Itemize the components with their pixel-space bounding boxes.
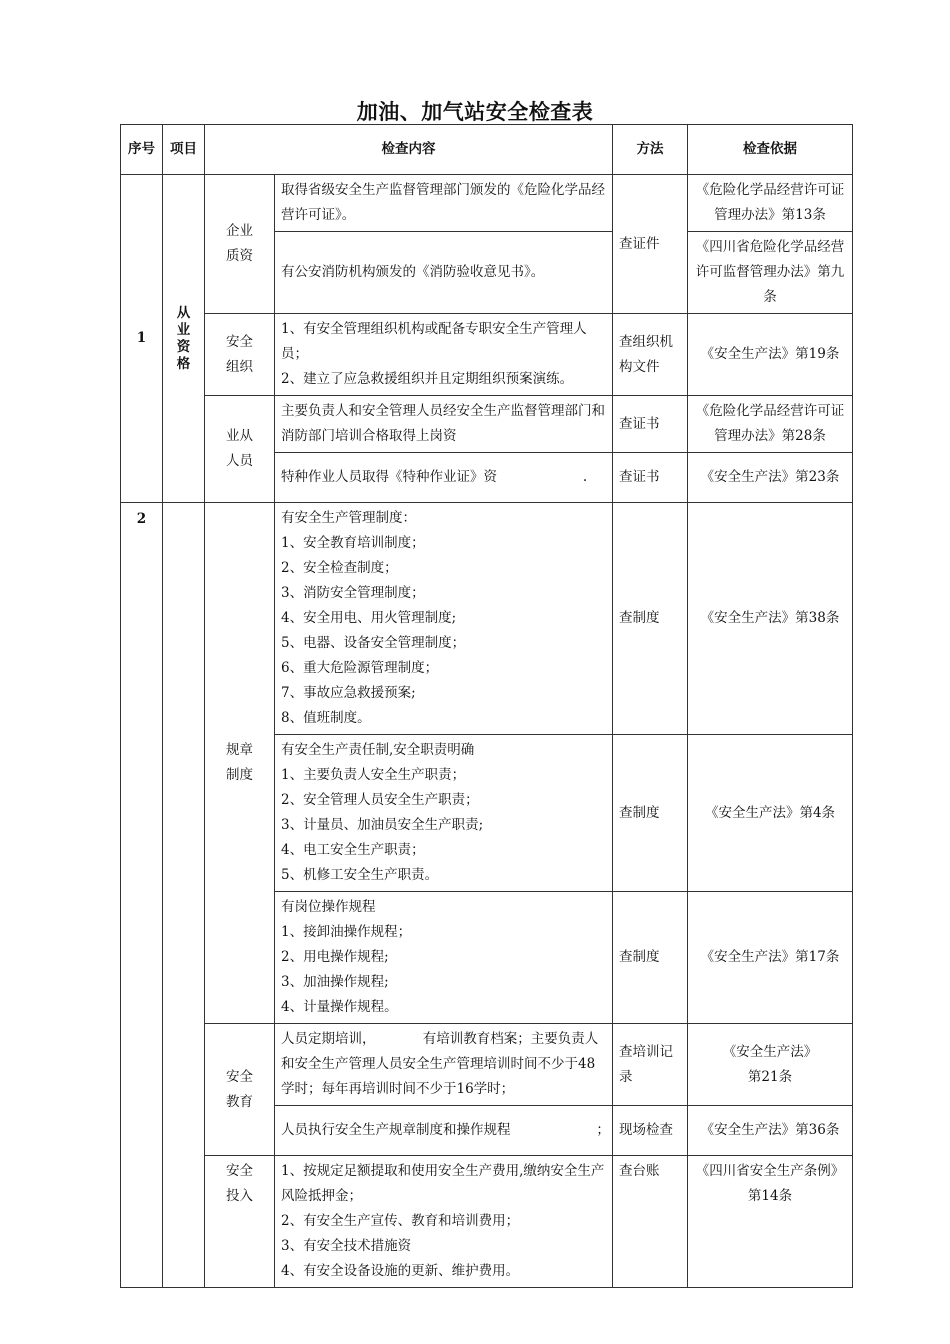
qualification-basis-2: 《四川省危险化学品经营许可监督管理办法》第九条 (688, 232, 853, 314)
list-item: 1、接卸油操作规程； (281, 924, 412, 940)
table-row (121, 1156, 853, 1288)
section2-seq: 2 (121, 503, 163, 1288)
qualification-content-1: 取得省级安全生产监督管理部门颁发的《危险化学品经营许可证》。 (275, 175, 613, 232)
investment-label: 安全投入 (205, 1156, 275, 1288)
organization-label: 安全组织 (205, 314, 275, 396)
table-row (121, 1024, 853, 1106)
page-title: 加油、加气站安全检查表 (356, 99, 594, 124)
section1-seq: 1 (121, 175, 163, 503)
list-item: 4、有安全设备设施的更新、维护费用。 (281, 1263, 520, 1279)
education-basis-1: 《安全生产法》 第21条 (688, 1024, 853, 1106)
list-item: 2、用电操作规程; (281, 949, 389, 965)
table-row (121, 314, 853, 396)
list-item: 3、计量员、加油员安全生产职责; (281, 817, 484, 833)
list-item: 4、电工安全生产职责； (281, 842, 425, 858)
list-item: 3、加油操作规程; (281, 974, 389, 990)
rules-basis-3: 《安全生产法》第17条 (688, 892, 853, 1024)
list-item: 4、安全用电、用火管理制度; (281, 610, 457, 626)
personnel-content-2: 特种作业人员取得《特种作业证》资 . (275, 453, 613, 503)
section2-category (163, 503, 205, 1288)
organization-content: 1、有安全管理组织机构或配备专职安全生产管理人员； 2、建立了应急救援组织并且定期组织预案演练。 (275, 314, 613, 396)
rules-block-3 (275, 892, 613, 1024)
list-item: 5、机修工安全生产职责。 (281, 867, 439, 883)
rules-block-2 (275, 735, 613, 892)
education-content-2: 人员执行安全生产规章制度和操作规程 ； (275, 1106, 613, 1156)
list-item: 1、主要负责人安全生产职责； (281, 767, 466, 783)
education-content-1: 人员定期培训， 有培训教育档案；主要负责人和安全生产管理人员安全生产管理培训时间不少于48学时；每年再培训时间不少于16学时； (275, 1024, 613, 1106)
section1-category (163, 175, 205, 503)
header-content: 检查内容 (205, 125, 613, 175)
rules-basis-2: 《安全生产法》第4条 (688, 735, 853, 892)
table-row (121, 396, 853, 453)
education-label: 安全教育 (205, 1024, 275, 1156)
rules-label: 规章制度 (205, 503, 275, 1024)
header-seq: 序号 (121, 125, 163, 175)
list-item: 1、按规定足额提取和使用安全生产费用,缴纳安全生产风险抵押金； (281, 1163, 605, 1204)
qualification-label: 企业质资 (205, 175, 275, 314)
education-method-2: 现场检查 (613, 1106, 688, 1156)
investment-method: 查台账 (613, 1156, 688, 1288)
qualification-method: 查证件 (613, 175, 688, 314)
safety-check-table (120, 124, 853, 1288)
personnel-content-1: 主要负责人和安全管理人员经安全生产监督管理部门和消防部门培训合格取得上岗资 (275, 396, 613, 453)
list-item: 5、电器、设备安全管理制度； (281, 635, 466, 651)
list-item: 4、计量操作规程。 (281, 999, 398, 1015)
table-row (121, 503, 853, 735)
investment-basis: 《四川省安全生产条例》第14条 (688, 1156, 853, 1288)
personnel-basis-2: 《安全生产法》第23条 (688, 453, 853, 503)
education-basis-2: 《安全生产法》第36条 (688, 1106, 853, 1156)
header-basis: 检查依据 (688, 125, 853, 175)
list-item: 2、安全管理人员安全生产职责； (281, 792, 479, 808)
education-method-1: 查培训记录 (613, 1024, 688, 1106)
organization-method: 查组织机构文件 (613, 314, 688, 396)
list-item: 7、事故应急救援预案; (281, 685, 416, 701)
personnel-basis-1: 《危险化学品经营许可证管理办法》第28条 (688, 396, 853, 453)
rules-method-1: 查制度 (613, 503, 688, 735)
personnel-label: 业从人员 (205, 396, 275, 503)
list-item: 3、有安全技术措施资 (281, 1238, 412, 1254)
personnel-method-2: 查证书 (613, 453, 688, 503)
list-item: 8、值班制度。 (281, 710, 371, 726)
rules-method-2: 查制度 (613, 735, 688, 892)
section1-category-label: 从业资格 (176, 304, 191, 372)
list-item: 有安全生产责任制,安全职责明确 (281, 742, 475, 758)
header-item: 项目 (163, 125, 205, 175)
list-item: 有岗位操作规程 (281, 899, 376, 915)
list-item: 3、消防安全管理制度； (281, 585, 425, 601)
list-item: 6、重大危险源管理制度； (281, 660, 439, 676)
rules-basis-1: 《安全生产法》第38条 (688, 503, 853, 735)
investment-content (275, 1156, 613, 1288)
rules-method-3: 查制度 (613, 892, 688, 1024)
header-method: 方法 (613, 125, 688, 175)
qualification-basis-1: 《危险化学品经营许可证管理办法》第13条 (688, 175, 853, 232)
organization-basis: 《安全生产法》第19条 (688, 314, 853, 396)
qualification-content-2: 有公安消防机构颁发的《消防验收意见书》。 (275, 232, 613, 314)
list-item: 2、有安全生产宣传、教育和培训费用； (281, 1213, 520, 1229)
list-item: 1、安全教育培训制度； (281, 535, 425, 551)
rules-block-1 (275, 503, 613, 735)
table-row (121, 175, 853, 232)
list-item: 2、安全检查制度； (281, 560, 398, 576)
table-header-row (121, 125, 853, 175)
list-item: 有安全生产管理制度： (281, 510, 416, 526)
personnel-method-1: 查证书 (613, 396, 688, 453)
